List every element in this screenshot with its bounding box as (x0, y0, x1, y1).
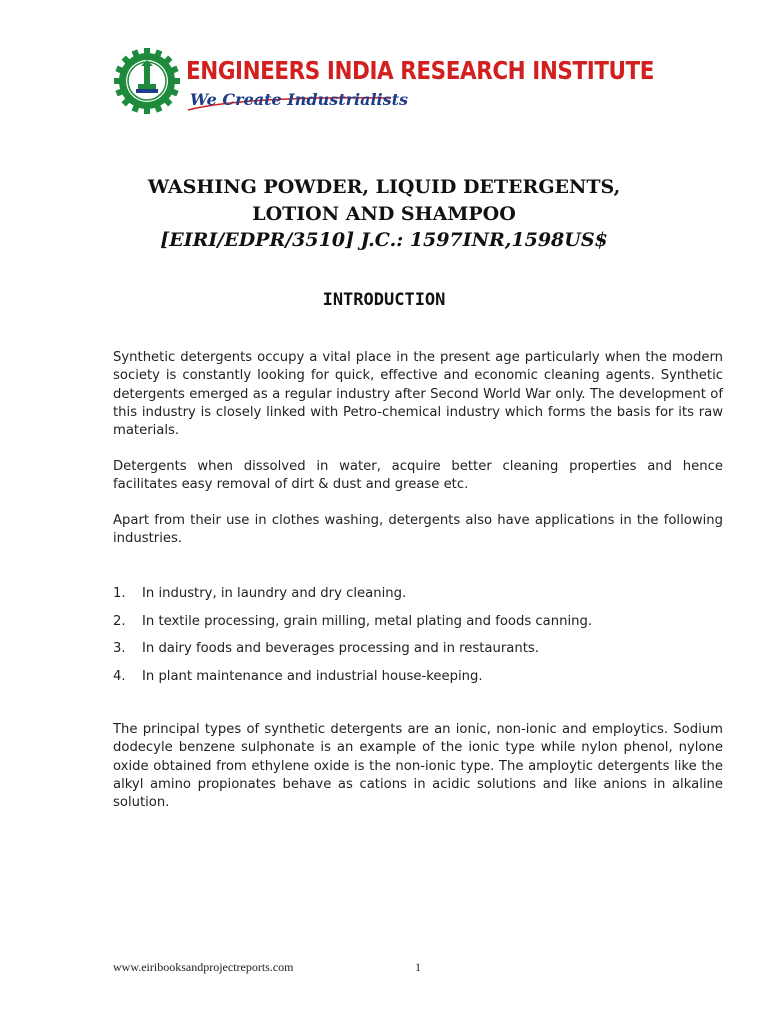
list-item-text: In plant maintenance and industrial house-keeping. (142, 668, 483, 684)
paragraph-applications: Apart from their use in clothes washing, detergents also have applications in the following industries. (113, 513, 723, 547)
document-code: [EIRI/EDPR/3510] J.C.: 1597INR,1598US$ (160, 229, 608, 251)
list-item (113, 640, 723, 668)
list-item-number: 1. (113, 586, 126, 601)
list-item (113, 585, 723, 613)
list-item-text: In industry, in laundry and dry cleaning. (142, 586, 407, 601)
paragraph-intro: Synthetic detergents occupy a vital place in the present age particularly when the modern society is constantly looking for quick, effective and economic cleaning agents. Synthetic detergents emerged as a regular industry after Second World War only. The development of this industry is closely linked with Petro-chemical industry which forms the basis for its raw materials. (113, 350, 723, 439)
list-item-text: In dairy foods and beverages processing and in restaurants. (142, 641, 539, 656)
list-item (113, 668, 723, 696)
list-item-number: 2. (113, 613, 126, 629)
list-item-number: 4. (113, 668, 126, 684)
industry-list (113, 585, 723, 695)
eiri-logo (114, 44, 655, 124)
footer-website-link[interactable]: www.eiribooksandprojectreports.com (113, 960, 294, 974)
brand-name: ENGINEERS INDIA RESEARCH INSTITUTE (186, 56, 655, 85)
paragraph-detergent-types: The principal types of synthetic detergents are an ionic, non-ionic and employtics. Sodium dodecyle benzene sulphonate is an example of the ionic type while nylon phenol, nylone oxide obtained from ethylene oxide is the non-ionic type. The amploytic detergents like the alkyl amino propionates behave as cations in acidic solutions and like anions in alkaline solution. (113, 722, 723, 811)
list-item (113, 613, 723, 641)
gear-tower-seal-icon (114, 48, 180, 114)
list-item-number: 3. (113, 641, 126, 656)
document-title-line-2: LOTION AND SHAMPOO (252, 203, 516, 225)
brand-tagline: We Create Industrialists (190, 90, 409, 109)
document-title-line-1: WASHING POWDER, LIQUID DETERGENTS, (147, 176, 621, 198)
list-item-text: In textile processing, grain milling, metal plating and foods canning. (142, 613, 593, 629)
page-number: 1 (415, 960, 421, 974)
paragraph-cleaning: Detergents when dissolved in water, acquire better cleaning properties and hence facilitates easy removal of dirt & dust and grease etc. (113, 459, 723, 493)
section-heading: INTRODUCTION (322, 290, 446, 310)
